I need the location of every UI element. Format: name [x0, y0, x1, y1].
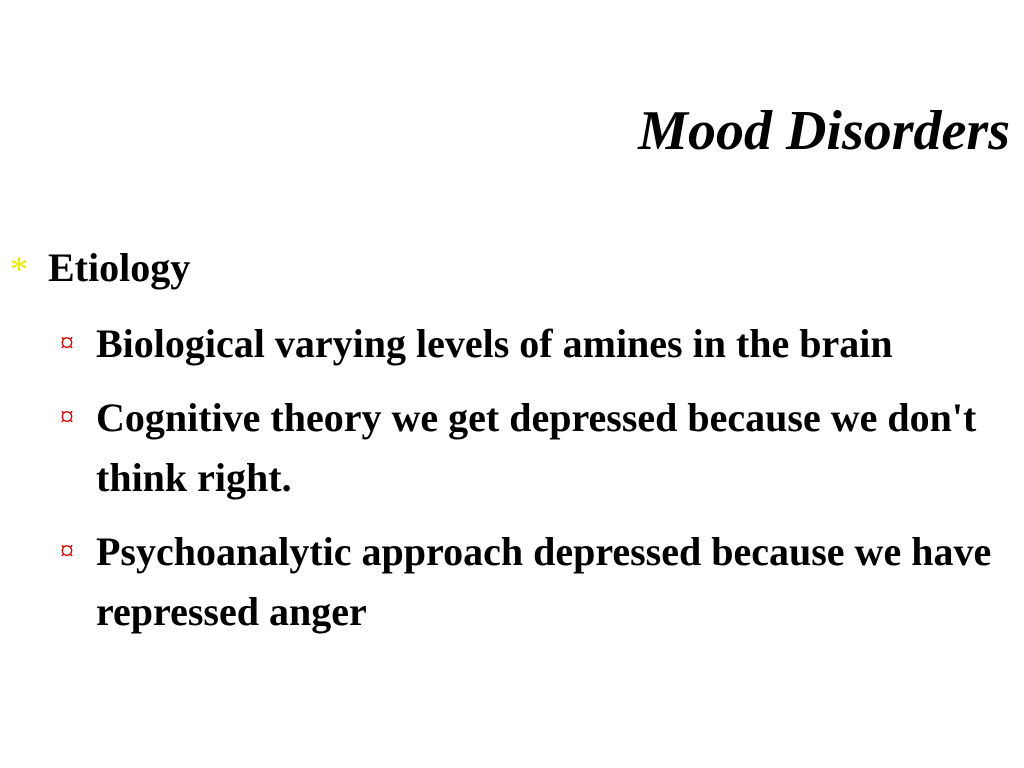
main-bullet-item	[10, 243, 190, 294]
sub-bullet-item-biological	[60, 314, 1010, 374]
sub-bullet-item-cognitive	[60, 388, 1010, 508]
currency-bullet-icon: ¤	[60, 402, 74, 433]
main-bullet-text: Etiology	[48, 245, 191, 290]
currency-bullet-icon: ¤	[60, 536, 74, 567]
sub-bullet-text: Biological varying levels of amines in the brain	[96, 321, 893, 366]
sub-bullet-item-psychoanalytic	[60, 522, 1010, 642]
sub-bullet-list	[60, 314, 1010, 656]
slide-title: Mood Disorders	[638, 100, 1010, 162]
sub-bullet-text: Cognitive theory we get depressed because we don't think right.	[96, 395, 977, 500]
asterisk-bullet-icon: *	[10, 249, 28, 289]
currency-bullet-icon: ¤	[60, 328, 74, 359]
sub-bullet-text: Psychoanalytic approach depressed because we have repressed anger	[96, 529, 992, 634]
